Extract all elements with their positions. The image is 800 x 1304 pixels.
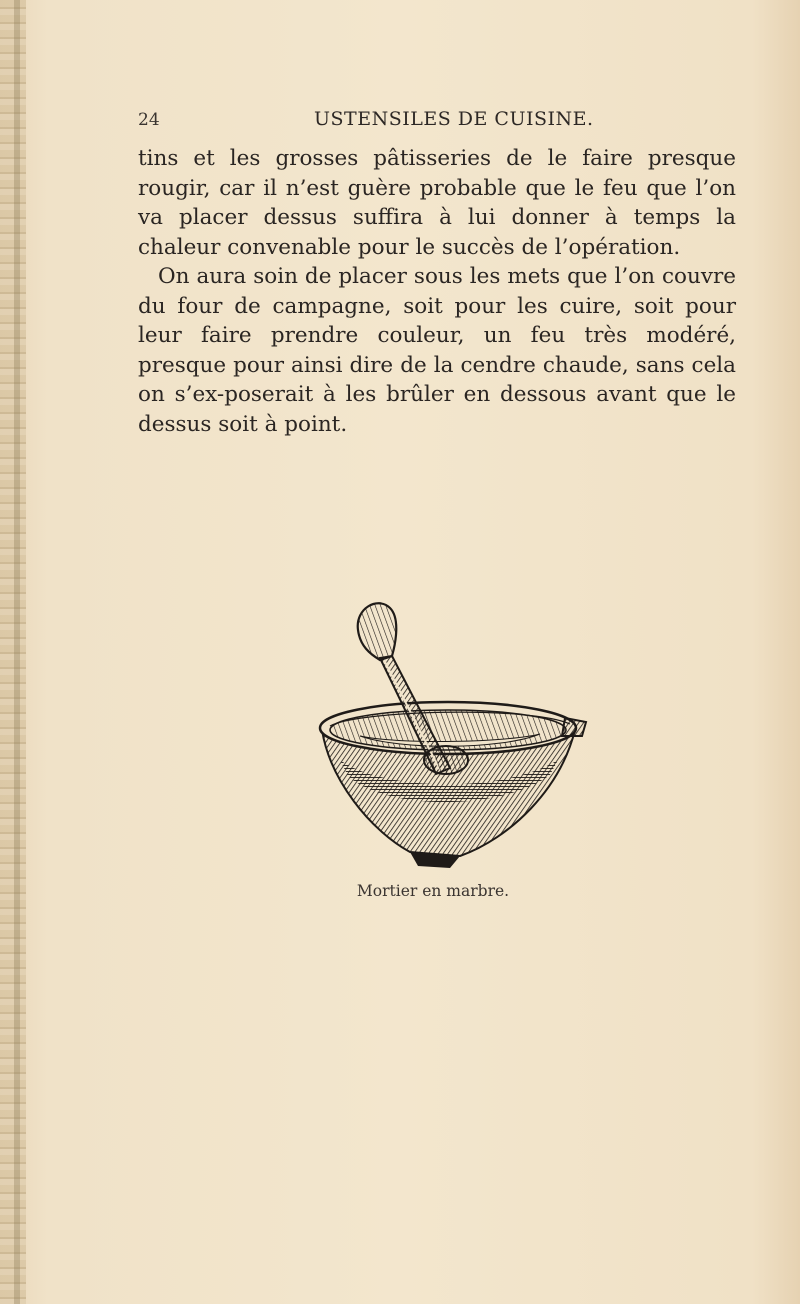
running-head — [138, 108, 738, 138]
mortar-and-pestle-icon — [300, 590, 590, 880]
running-title: USTENSILES DE CUISINE. — [314, 108, 594, 130]
mortar-illustration — [300, 590, 590, 880]
page-binding-edge — [0, 0, 26, 1304]
figure-caption — [0, 882, 800, 900]
paragraph-2: On aura soin de placer sous les mets que l’on couvre du four de campagne, soit pour les cuire, soit pour leur faire prendre couleur, un feu très modéré, presque pour ainsi dire de la cendre chaude, sans cela on s’ex-poserait à les brûler en dessous avant que le dessus soit à point. — [138, 264, 736, 437]
page-number: 24 — [138, 110, 160, 130]
page-binding-shadow — [14, 0, 20, 1304]
body-text — [138, 144, 736, 439]
caption-text: Mortier en marbre. — [356, 882, 510, 900]
paragraph-1: tins et les grosses pâtisseries de le faire presque rougir, car il n’est guère probable que le feu que l’on va placer dessus suffira à lui donner à temps la chaleur convenable pour le succès de l’opération. — [138, 146, 736, 260]
